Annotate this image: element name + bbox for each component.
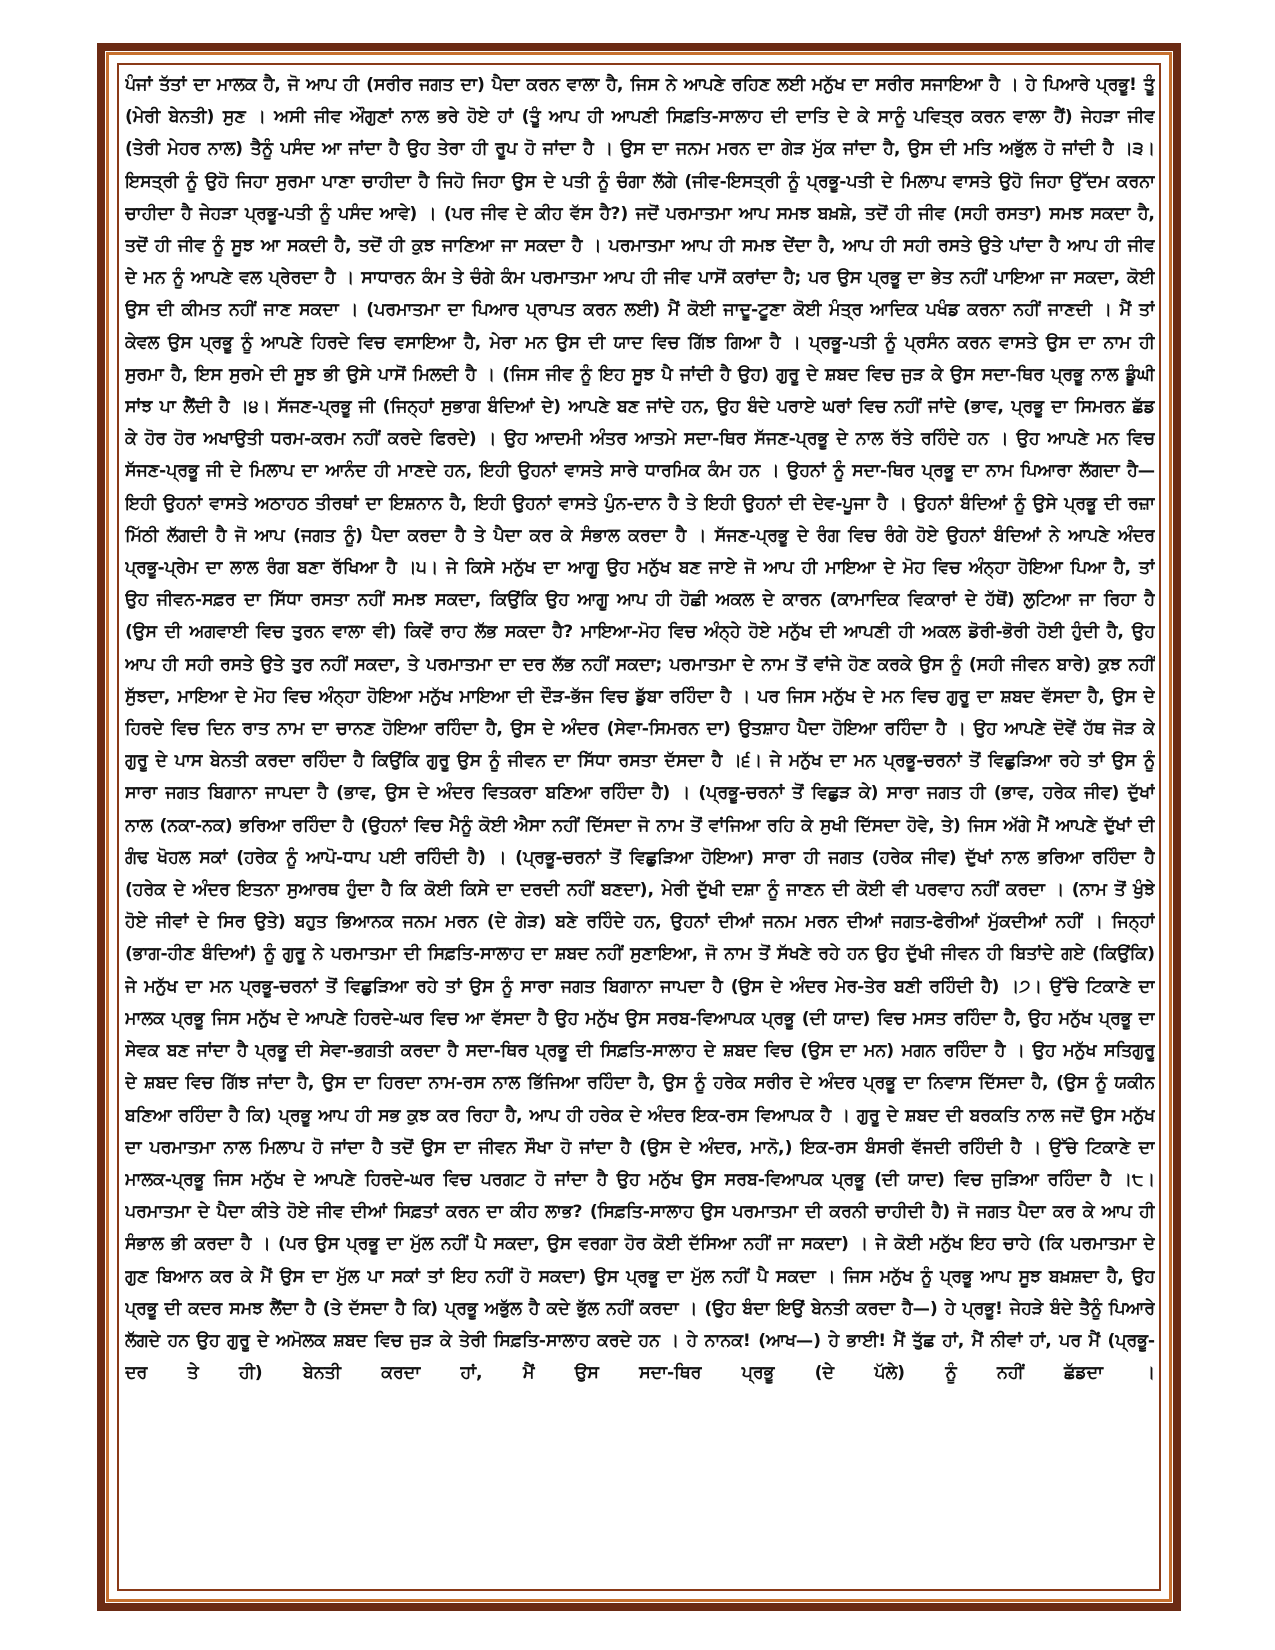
page-frame — [97, 43, 1181, 1611]
document-body — [125, 69, 1155, 1584]
body-paragraph: ਪੰਜਾਂ ਤੱਤਾਂ ਦਾ ਮਾਲਕ ਹੈ, ਜੋ ਆਪ ਹੀ (ਸਰੀਰ ਜਗਤ ਦਾ) ਪੈਦਾ ਕਰਨ ਵਾਲਾ ਹੈ, ਜਿਸ ਨੇ ਆਪਣੇ ਰਹਿਣ ਲਈ ਮਨੁੱਖ ਦਾ ਸਰੀਰ ਸਜਾਇਆ ਹੈ । ਹੇ ਪਿਆਰੇ ਪ੍ਰਭੂ! ਤੂੰ (ਮੇਰੀ ਬੇਨਤੀ) ਸੁਣ । ਅਸੀ ਜੀਵ ਔਗੁਣਾਂ ਨਾਲ ਭਰੇ ਹੋਏ ਹਾਂ (ਤੂੰ ਆਪ ਹੀ ਆਪਣੀ ਸਿਫ਼ਤਿ-ਸਾਲਾਹ ਦੀ ਦਾਤਿ ਦੇ ਕੇ ਸਾਨੂੰ ਪਵਿਤ੍ਰ ਕਰਨ ਵਾਲਾ ਹੈਂ) ਜੇਹੜਾ ਜੀਵ (ਤੇਰੀ ਮੇਹਰ ਨਾਲ) ਤੈਨੂੰ ਪਸੰਦ ਆ ਜਾਂਦਾ ਹੈ ਉਹ ਤੇਰਾ ਹੀ ਰੂਪ ਹੋ ਜਾਂਦਾ ਹੈ । ਉਸ ਦਾ ਜਨਮ ਮਰਨ ਦਾ ਗੇੜ ਮੁੱਕ ਜਾਂਦਾ ਹੈ, ਉਸ ਦੀ ਮਤਿ ਅਭੁੱਲ ਹੋ ਜਾਂਦੀ ਹੈ ।੩। ਇਸਤ੍ਰੀ ਨੂੰ ਉਹੋ ਜਿਹਾ ਸੁਰਮਾ ਪਾਣਾ ਚਾਹੀਦਾ ਹੈ ਜਿਹੋ ਜਿਹਾ ਉਸ ਦੇ ਪਤੀ ਨੂੰ ਚੰਗਾ ਲੱਗੇ (ਜੀਵ-ਇਸਤ੍ਰੀ ਨੂੰ ਪ੍ਰਭੂ-ਪਤੀ ਦੇ ਮਿਲਾਪ ਵਾਸਤੇ ਉਹੋ ਜਿਹਾ ਉੱਦਮ ਕਰਨਾ ਚਾਹੀਦਾ ਹੈ ਜੇਹੜਾ ਪ੍ਰਭੂ-ਪਤੀ ਨੂੰ ਪਸੰਦ ਆਵੇ) । (ਪਰ ਜੀਵ ਦੇ ਕੀਹ ਵੱਸ ਹੈ?) ਜਦੋਂ ਪਰਮਾਤਮਾ ਆਪ ਸਮਝ ਬਖ਼ਸ਼ੇ, ਤਦੋਂ ਹੀ ਜੀਵ (ਸਹੀ ਰਸਤਾ) ਸਮਝ ਸਕਦਾ ਹੈ, ਤਦੋਂ ਹੀ ਜੀਵ ਨੂੰ ਸੂਝ ਆ ਸਕਦੀ ਹੈ, ਤਦੋਂ ਹੀ ਕੁਝ ਜਾਣਿਆ ਜਾ ਸਕਦਾ ਹੈ । ਪਰਮਾਤਮਾ ਆਪ ਹੀ ਸਮਝ ਦੇਂਦਾ ਹੈ, ਆਪ ਹੀ ਸਹੀ ਰਸਤੇ ਉਤੇ ਪਾਂਦਾ ਹੈ ਆਪ ਹੀ ਜੀਵ ਦੇ ਮਨ ਨੂੰ ਆਪਣੇ ਵਲ ਪ੍ਰੇਰਦਾ ਹੈ । ਸਾਧਾਰਨ ਕੰਮ ਤੇ ਚੰਗੇ ਕੰਮ ਪਰਮਾਤਮਾ ਆਪ ਹੀ ਜੀਵ ਪਾਸੋਂ ਕਰਾਂਦਾ ਹੈ; ਪਰ ਉਸ ਪ੍ਰਭੂ ਦਾ ਭੇਤ ਨਹੀਂ ਪਾਇਆ ਜਾ ਸਕਦਾ, ਕੋਈ ਉਸ ਦੀ ਕੀਮਤ ਨਹੀਂ ਜਾਣ ਸਕਦਾ । (ਪਰਮਾਤਮਾ ਦਾ ਪਿਆਰ ਪ੍ਰਾਪਤ ਕਰਨ ਲਈ) ਮੈਂ ਕੋਈ ਜਾਦੂ-ਟੂਣਾ ਕੋਈ ਮੰਤ੍ਰ ਆਦਿਕ ਪਖੰਡ ਕਰਨਾ ਨਹੀਂ ਜਾਣਦੀ । ਮੈਂ ਤਾਂ ਕੇਵਲ ਉਸ ਪ੍ਰਭੂ ਨੂੰ ਆਪਣੇ ਹਿਰਦੇ ਵਿਚ ਵਸਾਇਆ ਹੈ, ਮੇਰਾ ਮਨ ਉਸ ਦੀ ਯਾਦ ਵਿਚ ਗਿੱਝ ਗਿਆ ਹੈ । ਪ੍ਰਭੂ-ਪਤੀ ਨੂੰ ਪ੍ਰਸੰਨ ਕਰਨ ਵਾਸਤੇ ਉਸ ਦਾ ਨਾਮ ਹੀ ਸੁਰਮਾ ਹੈ, ਇਸ ਸੁਰਮੇ ਦੀ ਸੂਝ ਭੀ ਉਸੇ ਪਾਸੋਂ ਮਿਲਦੀ ਹੈ । (ਜਿਸ ਜੀਵ ਨੂੰ ਇਹ ਸੂਝ ਪੈ ਜਾਂਦੀ ਹੈ ਉਹ) ਗੁਰੂ ਦੇ ਸ਼ਬਦ ਵਿਚ ਜੁੜ ਕੇ ਉਸ ਸਦਾ-ਥਿਰ ਪ੍ਰਭੂ ਨਾਲ ਡੂੰਘੀ ਸਾਂਝ ਪਾ ਲੈਂਦੀ ਹੈ ।੪। ਸੱਜਣ-ਪ੍ਰਭੂ ਜੀ (ਜਿਨ੍ਹਾਂ ਸੁਭਾਗ ਬੰਦਿਆਂ ਦੇ) ਆਪਣੇ ਬਣ ਜਾਂਦੇ ਹਨ, ਉਹ ਬੰਦੇ ਪਰਾਏ ਘਰਾਂ ਵਿਚ ਨਹੀਂ ਜਾਂਦੇ (ਭਾਵ, ਪ੍ਰਭੂ ਦਾ ਸਿਮਰਨ ਛੱਡ ਕੇ ਹੋਰ ਹੋਰ ਅਖਾਉਤੀ ਧਰਮ-ਕਰਮ ਨਹੀਂ ਕਰਦੇ ਫਿਰਦੇ) । ਉਹ ਆਦਮੀ ਅੰਤਰ ਆਤਮੇ ਸਦਾ-ਥਿਰ ਸੱਜਣ-ਪ੍ਰਭੂ ਦੇ ਨਾਲ ਰੱਤੇ ਰਹਿੰਦੇ ਹਨ । ਉਹ ਆਪਣੇ ਮਨ ਵਿਚ ਸੱਜਣ-ਪ੍ਰਭੂ ਜੀ ਦੇ ਮਿਲਾਪ ਦਾ ਆਨੰਦ ਹੀ ਮਾਣਦੇ ਹਨ, ਇਹੀ ਉਹਨਾਂ ਵਾਸਤੇ ਸਾਰੇ ਧਾਰਮਿਕ ਕੰਮ ਹਨ । ਉਹਨਾਂ ਨੂੰ ਸਦਾ-ਥਿਰ ਪ੍ਰਭੂ ਦਾ ਨਾਮ ਪਿਆਰਾ ਲੱਗਦਾ ਹੈ—ਇਹੀ ਉਹਨਾਂ ਵਾਸਤੇ ਅਠਾਹਠ ਤੀਰਥਾਂ ਦਾ ਇਸ਼ਨਾਨ ਹੈ, ਇਹੀ ਉਹਨਾਂ ਵਾਸਤੇ ਪੁੰਨ-ਦਾਨ ਹੈ ਤੇ ਇਹੀ ਉਹਨਾਂ ਦੀ ਦੇਵ-ਪੂਜਾ ਹੈ । ਉਹਨਾਂ ਬੰਦਿਆਂ ਨੂੰ ਉਸੇ ਪ੍ਰਭੂ ਦੀ ਰਜ਼ਾ ਮਿੱਠੀ ਲੱਗਦੀ ਹੈ ਜੋ ਆਪ (ਜਗਤ ਨੂੰ) ਪੈਦਾ ਕਰਦਾ ਹੈ ਤੇ ਪੈਦਾ ਕਰ ਕੇ ਸੰਭਾਲ ਕਰਦਾ ਹੈ । ਸੱਜਣ-ਪ੍ਰਭੂ ਦੇ ਰੰਗ ਵਿਚ ਰੰਗੇ ਹੋਏ ਉਹਨਾਂ ਬੰਦਿਆਂ ਨੇ ਆਪਣੇ ਅੰਦਰ ਪ੍ਰਭੂ-ਪ੍ਰੇਮ ਦਾ ਲਾਲ ਰੰਗ ਬਣਾ ਰੱਖਿਆ ਹੈ ।੫। ਜੇ ਕਿਸੇ ਮਨੁੱਖ ਦਾ ਆਗੂ ਉਹ ਮਨੁੱਖ ਬਣ ਜਾਏ ਜੋ ਆਪ ਹੀ ਮਾਇਆ ਦੇ ਮੋਹ ਵਿਚ ਅੰਨ੍ਹਾ ਹੋਇਆ ਪਿਆ ਹੈ, ਤਾਂ ਉਹ ਜੀਵਨ-ਸਫ਼ਰ ਦਾ ਸਿੱਧਾ ਰਸਤਾ ਨਹੀਂ ਸਮਝ ਸਕਦਾ, ਕਿਉਂਕਿ ਉਹ ਆਗੂ ਆਪ ਹੀ ਹੋਛੀ ਅਕਲ ਦੇ ਕਾਰਨ (ਕਾਮਾਦਿਕ ਵਿਕਾਰਾਂ ਦੇ ਹੱਥੋਂ) ਲੁਟਿਆ ਜਾ ਰਿਹਾ ਹੈ (ਉਸ ਦੀ ਅਗਵਾਈ ਵਿਚ ਤੁਰਨ ਵਾਲਾ ਵੀ) ਕਿਵੇਂ ਰਾਹ ਲੱਭ ਸਕਦਾ ਹੈ? ਮਾਇਆ-ਮੋਹ ਵਿਚ ਅੰਨ੍ਹੇ ਹੋਏ ਮਨੁੱਖ ਦੀ ਆਪਣੀ ਹੀ ਅਕਲ ਡੋਰੀ-ਭੋਰੀ ਹੋਈ ਹੁੰਦੀ ਹੈ, ਉਹ ਆਪ ਹੀ ਸਹੀ ਰਸਤੇ ਉਤੇ ਤੁਰ ਨਹੀਂ ਸਕਦਾ, ਤੇ ਪਰਮਾਤਮਾ ਦਾ ਦਰ ਲੱਭ ਨਹੀਂ ਸਕਦਾ; ਪਰਮਾਤਮਾ ਦੇ ਨਾਮ ਤੋਂ ਵਾਂਜੇ ਹੋਣ ਕਰਕੇ ਉਸ ਨੂੰ (ਸਹੀ ਜੀਵਨ ਬਾਰੇ) ਕੁਝ ਨਹੀਂ ਸੁੱਝਦਾ, ਮਾਇਆ ਦੇ ਮੋਹ ਵਿਚ ਅੰਨ੍ਹਾ ਹੋਇਆ ਮਨੁੱਖ ਮਾਇਆ ਦੀ ਦੌੜ-ਭੱਜ ਵਿਚ ਡੁੱਬਾ ਰਹਿੰਦਾ ਹੈ । ਪਰ ਜਿਸ ਮਨੁੱਖ ਦੇ ਮਨ ਵਿਚ ਗੁਰੂ ਦਾ ਸ਼ਬਦ ਵੱਸਦਾ ਹੈ, ਉਸ ਦੇ ਹਿਰਦੇ ਵਿਚ ਦਿਨ ਰਾਤ ਨਾਮ ਦਾ ਚਾਨਣ ਹੋਇਆ ਰਹਿੰਦਾ ਹੈ, ਉਸ ਦੇ ਅੰਦਰ (ਸੇਵਾ-ਸਿਮਰਨ ਦਾ) ਉਤਸ਼ਾਹ ਪੈਦਾ ਹੋਇਆ ਰਹਿੰਦਾ ਹੈ । ਉਹ ਆਪਣੇ ਦੋਵੇਂ ਹੱਥ ਜੋੜ ਕੇ ਗੁਰੂ ਦੇ ਪਾਸ ਬੇਨਤੀ ਕਰਦਾ ਰਹਿੰਦਾ ਹੈ ਕਿਉਂਕਿ ਗੁਰੂ ਉਸ ਨੂੰ ਜੀਵਨ ਦਾ ਸਿੱਧਾ ਰਸਤਾ ਦੱਸਦਾ ਹੈ ।੬। ਜੇ ਮਨੁੱਖ ਦਾ ਮਨ ਪ੍ਰਭੂ-ਚਰਨਾਂ ਤੋਂ ਵਿਛੁੜਿਆ ਰਹੇ ਤਾਂ ਉਸ ਨੂੰ ਸਾਰਾ ਜਗਤ ਬਿਗਾਨਾ ਜਾਪਦਾ ਹੈ (ਭਾਵ, ਉਸ ਦੇ ਅੰਦਰ ਵਿਤਕਰਾ ਬਣਿਆ ਰਹਿੰਦਾ ਹੈ) । (ਪ੍ਰਭੂ-ਚਰਨਾਂ ਤੋਂ ਵਿਛੁੜ ਕੇ) ਸਾਰਾ ਜਗਤ ਹੀ (ਭਾਵ, ਹਰੇਕ ਜੀਵ) ਦੁੱਖਾਂ ਨਾਲ (ਨਕਾ-ਨਕ) ਭਰਿਆ ਰਹਿੰਦਾ ਹੈ (ਉਹਨਾਂ ਵਿਚ ਮੈਨੂੰ ਕੋਈ ਐਸਾ ਨਹੀਂ ਦਿੱਸਦਾ ਜੋ ਨਾਮ ਤੋਂ ਵਾਂਜਿਆ ਰਹਿ ਕੇ ਸੁਖੀ ਦਿੱਸਦਾ ਹੋਵੇ, ਤੇ) ਜਿਸ ਅੱਗੇ ਮੈਂ ਆਪਣੇ ਦੁੱਖਾਂ ਦੀ ਗੰਢ ਖੋਹਲ ਸਕਾਂ (ਹਰੇਕ ਨੂੰ ਆਪੋ-ਧਾਪ ਪਈ ਰਹਿੰਦੀ ਹੈ) । (ਪ੍ਰਭੂ-ਚਰਨਾਂ ਤੋਂ ਵਿਛੁੜਿਆ ਹੋਇਆ) ਸਾਰਾ ਹੀ ਜਗਤ (ਹਰੇਕ ਜੀਵ) ਦੁੱਖਾਂ ਨਾਲ ਭਰਿਆ ਰਹਿੰਦਾ ਹੈ (ਹਰੇਕ ਦੇ ਅੰਦਰ ਇਤਨਾ ਸੁਆਰਥ ਹੁੰਦਾ ਹੈ ਕਿ ਕੋਈ ਕਿਸੇ ਦਾ ਦਰਦੀ ਨਹੀਂ ਬਣਦਾ), ਮੇਰੀ ਦੁੱਖੀ ਦਸ਼ਾ ਨੂੰ ਜਾਣਨ ਦੀ ਕੋਈ ਵੀ ਪਰਵਾਹ ਨਹੀਂ ਕਰਦਾ । (ਨਾਮ ਤੋਂ ਖੁੰਝੇ ਹੋਏ ਜੀਵਾਂ ਦੇ ਸਿਰ ਉਤੇ) ਬਹੁਤ ਭਿਆਨਕ ਜਨਮ ਮਰਨ (ਦੇ ਗੇੜ) ਬਣੇ ਰਹਿੰਦੇ ਹਨ, ਉਹਨਾਂ ਦੀਆਂ ਜਨਮ ਮਰਨ ਦੀਆਂ ਜਗਤ-ਫੇਰੀਆਂ ਮੁੱਕਦੀਆਂ ਨਹੀਂ । ਜਿਨ੍ਹਾਂ (ਭਾਗ-ਹੀਣ ਬੰਦਿਆਂ) ਨੂੰ ਗੁਰੂ ਨੇ ਪਰਮਾਤਮਾ ਦੀ ਸਿਫ਼ਤਿ-ਸਾਲਾਹ ਦਾ ਸ਼ਬਦ ਨਹੀਂ ਸੁਣਾਇਆ, ਜੋ ਨਾਮ ਤੋਂ ਸੱਖਣੇ ਰਹੇ ਹਨ ਉਹ ਦੁੱਖੀ ਜੀਵਨ ਹੀ ਬਿਤਾਂਦੇ ਗਏ (ਕਿਉਂਕਿ) ਜੇ ਮਨੁੱਖ ਦਾ ਮਨ ਪ੍ਰਭੂ-ਚਰਨਾਂ ਤੋਂ ਵਿਛੁੜਿਆ ਰਹੇ ਤਾਂ ਉਸ ਨੂੰ ਸਾਰਾ ਜਗਤ ਬਿਗਾਨਾ ਜਾਪਦਾ ਹੈ (ਉਸ ਦੇ ਅੰਦਰ ਮੇਰ-ਤੇਰ ਬਣੀ ਰਹਿੰਦੀ ਹੈ) ।੭। ਉੱਚੇ ਟਿਕਾਣੇ ਦਾ ਮਾਲਕ ਪ੍ਰਭੂ ਜਿਸ ਮਨੁੱਖ ਦੇ ਆਪਣੇ ਹਿਰਦੇ-ਘਰ ਵਿਚ ਆ ਵੱਸਦਾ ਹੈ ਉਹ ਮਨੁੱਖ ਉਸ ਸਰਬ-ਵਿਆਪਕ ਪ੍ਰਭੂ (ਦੀ ਯਾਦ) ਵਿਚ ਮਸਤ ਰਹਿੰਦਾ ਹੈ, ਉਹ ਮਨੁੱਖ ਪ੍ਰਭੂ ਦਾ ਸੇਵਕ ਬਣ ਜਾਂਦਾ ਹੈ ਪ੍ਰਭੂ ਦੀ ਸੇਵਾ-ਭਗਤੀ ਕਰਦਾ ਹੈ ਸਦਾ-ਥਿਰ ਪ੍ਰਭੂ ਦੀ ਸਿਫ਼ਤਿ-ਸਾਲਾਹ ਦੇ ਸ਼ਬਦ ਵਿਚ (ਉਸ ਦਾ ਮਨ) ਮਗਨ ਰਹਿੰਦਾ ਹੈ । ਉਹ ਮਨੁੱਖ ਸਤਿਗੁਰੂ ਦੇ ਸ਼ਬਦ ਵਿਚ ਗਿੱਝ ਜਾਂਦਾ ਹੈ, ਉਸ ਦਾ ਹਿਰਦਾ ਨਾਮ-ਰਸ ਨਾਲ ਭਿੱਜਿਆ ਰਹਿੰਦਾ ਹੈ, ਉਸ ਨੂੰ ਹਰੇਕ ਸਰੀਰ ਦੇ ਅੰਦਰ ਪ੍ਰਭੂ ਦਾ ਨਿਵਾਸ ਦਿੱਸਦਾ ਹੈ, (ਉਸ ਨੂੰ ਯਕੀਨ ਬਣਿਆ ਰਹਿੰਦਾ ਹੈ ਕਿ) ਪ੍ਰਭੂ ਆਪ ਹੀ ਸਭ ਕੁਝ ਕਰ ਰਿਹਾ ਹੈ, ਆਪ ਹੀ ਹਰੇਕ ਦੇ ਅੰਦਰ ਇਕ-ਰਸ ਵਿਆਪਕ ਹੈ । ਗੁਰੂ ਦੇ ਸ਼ਬਦ ਦੀ ਬਰਕਤਿ ਨਾਲ ਜਦੋਂ ਉਸ ਮਨੁੱਖ ਦਾ ਪਰਮਾਤਮਾ ਨਾਲ ਮਿਲਾਪ ਹੋ ਜਾਂਦਾ ਹੈ ਤਦੋਂ ਉਸ ਦਾ ਜੀਵਨ ਸੌਖਾ ਹੋ ਜਾਂਦਾ ਹੈ (ਉਸ ਦੇ ਅੰਦਰ, ਮਾਨੋ,) ਇਕ-ਰਸ ਬੰਸਰੀ ਵੱਜਦੀ ਰਹਿੰਦੀ ਹੈ । ਉੱਚੇ ਟਿਕਾਣੇ ਦਾ ਮਾਲਕ-ਪ੍ਰਭੂ ਜਿਸ ਮਨੁੱਖ ਦੇ ਆਪਣੇ ਹਿਰਦੇ-ਘਰ ਵਿਚ ਪਰਗਟ ਹੋ ਜਾਂਦਾ ਹੈ ਉਹ ਮਨੁੱਖ ਉਸ ਸਰਬ-ਵਿਆਪਕ ਪ੍ਰਭੂ (ਦੀ ਯਾਦ) ਵਿਚ ਜੁੜਿਆ ਰਹਿੰਦਾ ਹੈ ।੮। ਪਰਮਾਤਮਾ ਦੇ ਪੈਦਾ ਕੀਤੇ ਹੋਏ ਜੀਵ ਦੀਆਂ ਸਿਫ਼ਤਾਂ ਕਰਨ ਦਾ ਕੀਹ ਲਾਭ? (ਸਿਫ਼ਤਿ-ਸਾਲਾਹ ਉਸ ਪਰਮਾਤਮਾ ਦੀ ਕਰਨੀ ਚਾਹੀਦੀ ਹੈ) ਜੋ ਜਗਤ ਪੈਦਾ ਕਰ ਕੇ ਆਪ ਹੀ ਸੰਭਾਲ ਭੀ ਕਰਦਾ ਹੈ । (ਪਰ ਉਸ ਪ੍ਰਭੂ ਦਾ ਮੁੱਲ ਨਹੀਂ ਪੈ ਸਕਦਾ, ਉਸ ਵਰਗਾ ਹੋਰ ਕੋਈ ਦੱਸਿਆ ਨਹੀਂ ਜਾ ਸਕਦਾ) । ਜੇ ਕੋਈ ਮਨੁੱਖ ਇਹ ਚਾਹੇ (ਕਿ ਪਰਮਾਤਮਾ ਦੇ ਗੁਣ ਬਿਆਨ ਕਰ ਕੇ ਮੈਂ ਉਸ ਦਾ ਮੁੱਲ ਪਾ ਸਕਾਂ ਤਾਂ ਇਹ ਨਹੀਂ ਹੋ ਸਕਦਾ) ਉਸ ਪ੍ਰਭੂ ਦਾ ਮੁੱਲ ਨਹੀਂ ਪੈ ਸਕਦਾ । ਜਿਸ ਮਨੁੱਖ ਨੂੰ ਪ੍ਰਭੂ ਆਪ ਸੂਝ ਬਖ਼ਸ਼ਦਾ ਹੈ, ਉਹ ਪ੍ਰਭੂ ਦੀ ਕਦਰ ਸਮਝ ਲੈਂਦਾ ਹੈ (ਤੇ ਦੱਸਦਾ ਹੈ ਕਿ) ਪ੍ਰਭੂ ਅਭੁੱਲ ਹੈ ਕਦੇ ਭੁੱਲ ਨਹੀਂ ਕਰਦਾ । (ਉਹ ਬੰਦਾ ਇਉਂ ਬੇਨਤੀ ਕਰਦਾ ਹੈ—) ਹੇ ਪ੍ਰਭੂ! ਜੇਹੜੇ ਬੰਦੇ ਤੈਨੂੰ ਪਿਆਰੇ ਲੱਗਦੇ ਹਨ ਉਹ ਗੁਰੂ ਦੇ ਅਮੋਲਕ ਸ਼ਬਦ ਵਿਚ ਜੁੜ ਕੇ ਤੇਰੀ ਸਿਫ਼ਤਿ-ਸਾਲਾਹ ਕਰਦੇ ਹਨ । ਹੇ ਨਾਨਕ! (ਆਖ—) ਹੇ ਭਾਈ! ਮੈਂ ਤੁੱਛ ਹਾਂ, ਮੈਂ ਨੀਵਾਂ ਹਾਂ, ਪਰ ਮੈਂ (ਪ੍ਰਭੂ-ਦਰ ਤੇ ਹੀ) ਬੇਨਤੀ ਕਰਦਾ ਹਾਂ, ਮੈਂ ਉਸ ਸਦਾ-ਥਿਰ ਪ੍ਰਭੂ (ਦੇ ਪੱਲੇ) ਨੂੰ ਨਹੀਂ ਛੱਡਦਾ । — [125, 75, 1155, 1384]
